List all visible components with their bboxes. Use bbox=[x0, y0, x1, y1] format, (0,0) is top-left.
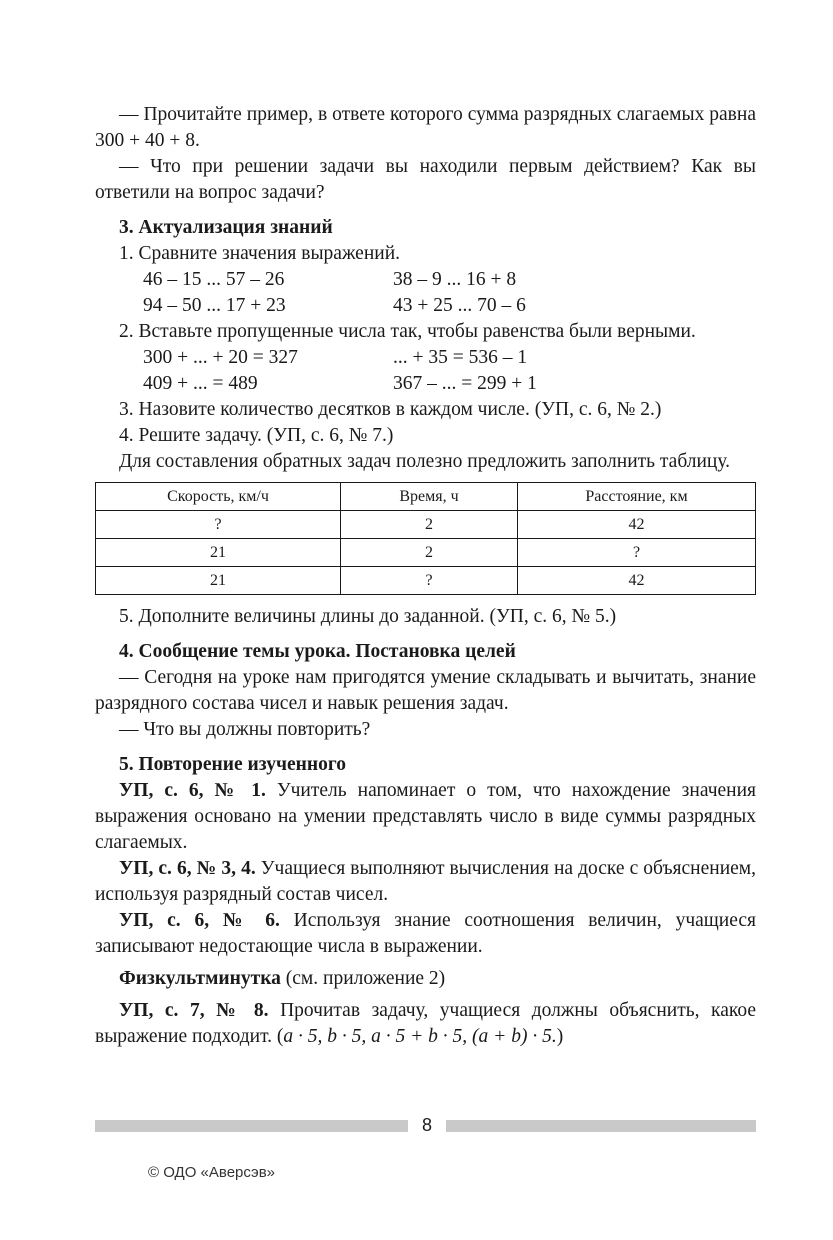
exercise-close: ) bbox=[556, 1026, 564, 1047]
equation: 409 + ... = 489 bbox=[143, 373, 258, 394]
copyright: © ОДО «Аверсэв» bbox=[148, 1164, 276, 1181]
table-cell: ? bbox=[341, 567, 518, 595]
task1-row-1 bbox=[95, 267, 756, 293]
task-4: 4. Решите задачу. (УП, с. 6, № 7.) bbox=[119, 425, 394, 446]
task-5: 5. Дополните величины длины до заданной. (УП, с. 6, № 5.) bbox=[119, 606, 617, 627]
exercise-4 bbox=[95, 998, 756, 1050]
table-cell: 2 bbox=[341, 539, 518, 567]
table-header: Расстояние, км bbox=[518, 483, 756, 511]
footer-bar-right bbox=[446, 1120, 756, 1132]
page-content bbox=[95, 102, 756, 1050]
table-row bbox=[96, 511, 756, 539]
footer-bar-left bbox=[95, 1120, 408, 1132]
exercise-3 bbox=[95, 908, 756, 960]
equation: 367 – ... = 299 + 1 bbox=[393, 373, 537, 394]
table-header: Время, ч bbox=[341, 483, 518, 511]
speed-time-distance-table bbox=[95, 482, 756, 595]
physical-break-text: (см. приложение 2) bbox=[280, 968, 446, 989]
physical-break bbox=[95, 966, 756, 992]
physical-break-title: Физкультминутка bbox=[119, 968, 281, 989]
page-number: 8 bbox=[421, 1115, 432, 1135]
expression: 94 – 50 ... 17 + 23 bbox=[143, 295, 286, 316]
section3-heading: 3. Актуализация знаний bbox=[119, 217, 333, 238]
exercise-formula: a · 5, b · 5, a · 5 + b · 5, (a + b) · 5. bbox=[283, 1026, 557, 1047]
equation: 300 + ... + 20 = 327 bbox=[143, 347, 298, 368]
exercise-ref: УП, с. 7, № 8. bbox=[119, 1000, 269, 1021]
task-2: 2. Вставьте пропущенные числа так, чтобы равенства были верными. bbox=[119, 321, 696, 342]
table-cell: 2 bbox=[341, 511, 518, 539]
task2-row-1 bbox=[95, 345, 756, 371]
table-row bbox=[96, 567, 756, 595]
table-header-row bbox=[96, 483, 756, 511]
table-cell: 21 bbox=[96, 567, 341, 595]
intro-question-1: — Прочитайте пример, в ответе которого сумма разрядных слагаемых равна 300 + 40 + 8. bbox=[95, 104, 756, 151]
expression: 43 + 25 ... 70 – 6 bbox=[393, 295, 526, 316]
exercise-text: Используя знание соотношения величин, учащиеся записывают недостающие числа в выражении. bbox=[95, 910, 756, 957]
exercise-1 bbox=[95, 778, 756, 856]
table-cell: ? bbox=[518, 539, 756, 567]
table-row bbox=[96, 539, 756, 567]
section4-paragraph-1: — Сегодня на уроке нам пригодятся умение складывать и вычитать, знание разрядного состава чисел и навык решения задач. bbox=[95, 667, 756, 714]
task-3: 3. Назовите количество десятков в каждом числе. (УП, с. 6, № 2.) bbox=[119, 399, 662, 420]
table-cell: 42 bbox=[518, 511, 756, 539]
section4-paragraph-2: — Что вы должны повторить? bbox=[119, 719, 371, 740]
exercise-ref: УП, с. 6, № 6. bbox=[119, 910, 280, 931]
expression: 46 – 15 ... 57 – 26 bbox=[143, 269, 285, 290]
exercise-text: Прочитав задачу, учащиеся должны объяснить, какое выражение подходит. ( bbox=[95, 1000, 756, 1047]
exercise-2 bbox=[95, 856, 756, 908]
table-cell: ? bbox=[96, 511, 341, 539]
task-1: 1. Сравните значения выражений. bbox=[119, 243, 400, 264]
exercise-text: Учащиеся выполняют вычисления на доске с объяснением, используя разрядный состав чисел. bbox=[95, 858, 756, 905]
equation: ... + 35 = 536 – 1 bbox=[393, 347, 528, 368]
table-cell: 42 bbox=[518, 567, 756, 595]
exercise-text: Учитель напоминает о том, что нахождение значения выражения основано на умении представлять число в виде суммы разрядных слагаемых. bbox=[95, 780, 756, 853]
section5-heading: 5. Повторение изученного bbox=[119, 754, 346, 775]
table-header: Скорость, км/ч bbox=[96, 483, 341, 511]
exercise-ref: УП, с. 6, № 1. bbox=[119, 780, 266, 801]
table-cell: 21 bbox=[96, 539, 341, 567]
section4-heading: 4. Сообщение темы урока. Постановка целей bbox=[119, 641, 516, 662]
task2-row-2 bbox=[95, 371, 756, 397]
intro-question-2: — Что при решении задачи вы находили первым действием? Как вы ответили на вопрос задачи? bbox=[95, 156, 756, 203]
expression: 38 – 9 ... 16 + 8 bbox=[393, 269, 517, 290]
table-intro: Для составления обратных задач полезно предложить заполнить таблицу. bbox=[119, 451, 731, 472]
exercise-ref: УП, с. 6, № 3, 4. bbox=[119, 858, 256, 879]
task1-row-2 bbox=[95, 293, 756, 319]
